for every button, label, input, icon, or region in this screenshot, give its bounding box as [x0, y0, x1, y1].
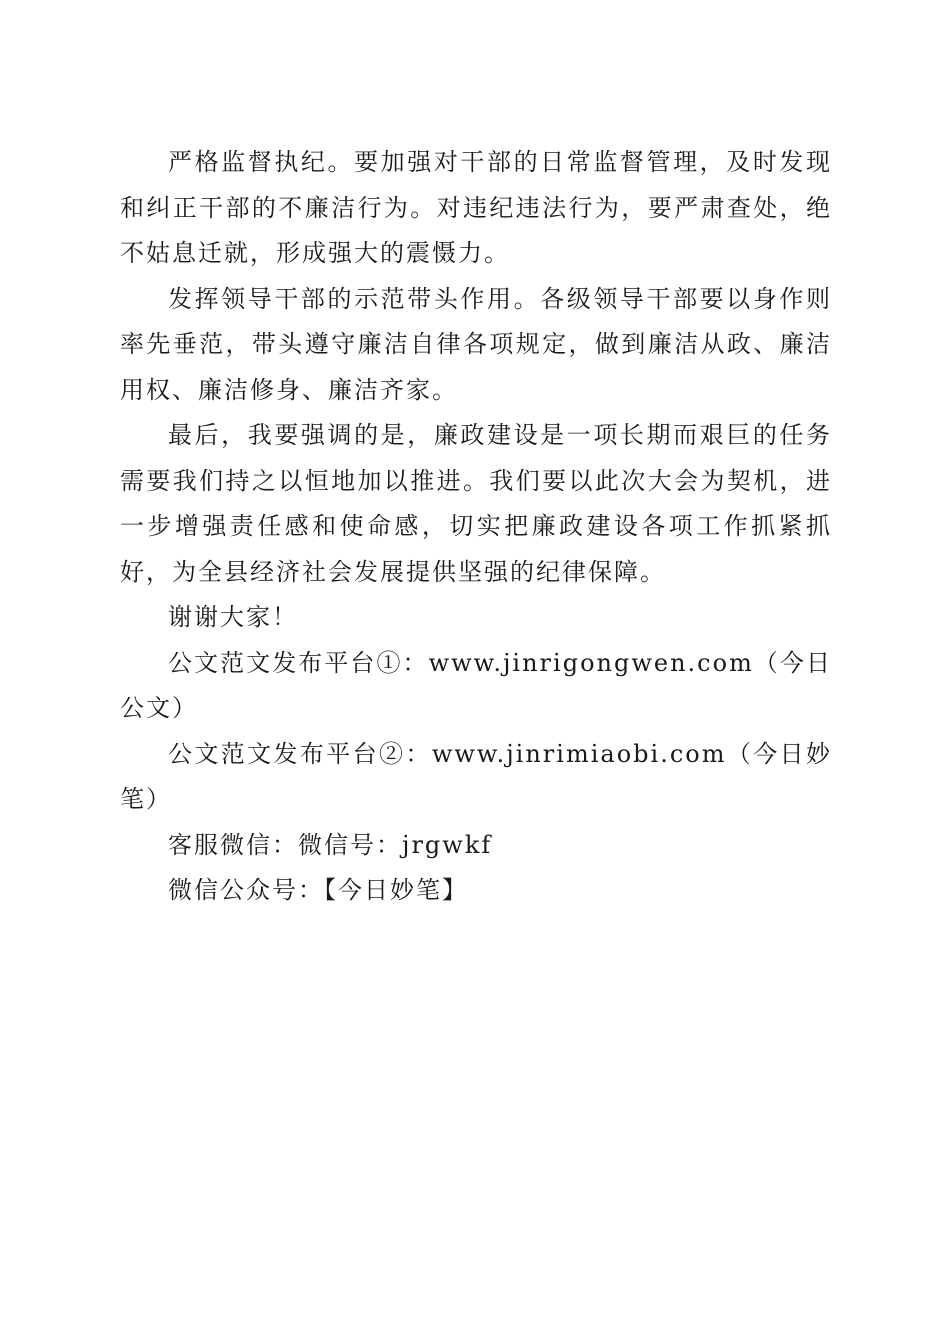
paragraph-platform-1: 公文范文发布平台①：www.jinrigongwen.com（今日公文） [120, 648, 832, 722]
document-body [120, 140, 832, 914]
paragraph-conclusion: 最后，我要强调的是，廉政建设是一项长期而艰巨的任务需要我们持之以恒地加以推进。我们要以此次大会为契机，进一步增强责任感和使命感，切实把廉政建设各项工作抓紧抓好，为全县经济社会发展提供坚强的纪律保障。 [120, 421, 832, 586]
paragraph-customer-service-wechat: 客服微信：微信号：jrgwkf [168, 830, 493, 859]
paragraph-strict-supervision: 严格监督执纪。要加强对干部的日常监督管理，及时发现和纠正干部的不廉洁行为。对违纪违法行为，要严肃查处，绝不姑息迁就，形成强大的震慑力。 [120, 148, 832, 267]
paragraph-leadership-example: 发挥领导干部的示范带头作用。各级领导干部要以身作则率先垂范，带头遵守廉洁自律各项规定，做到廉洁从政、廉洁用权、廉洁修身、廉洁齐家。 [120, 284, 832, 404]
paragraph-wechat-official-account: 微信公众号：【今日妙笔】 [168, 876, 468, 904]
paragraph-platform-2: 公文范文发布平台②：www.jinrimiaobi.com（今日妙笔） [120, 739, 832, 813]
paragraph-thanks: 谢谢大家！ [168, 603, 298, 631]
